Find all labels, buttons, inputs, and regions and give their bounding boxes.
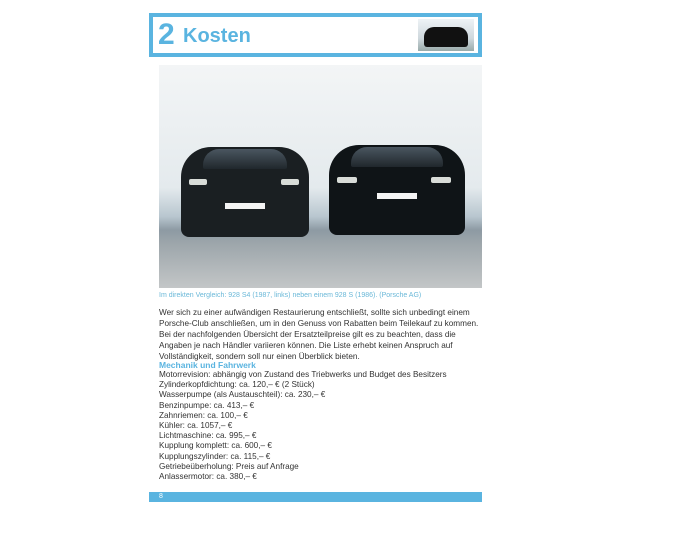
car-comparison-photo (159, 65, 482, 288)
car-thumbnail-image (418, 19, 474, 51)
section-heading: Mechanik und Fahrwerk (159, 360, 256, 370)
page-footer-bar (149, 492, 482, 502)
list-item: Motorrevision: abhängig von Zustand des Triebwerks und Budget des Besitzers (159, 370, 447, 379)
price-list (159, 370, 447, 482)
intro-paragraph: Wer sich zu einer aufwändigen Restaurierung entschließt, sollte sich unbedingt einem Porsche-Club anschließen, um in den Genuss von Rabatten beim Teilekauf zu kommen. Bei der nachfolgenden Übersicht der Ersatzteilpreise gilt es zu beachten, dass die Angaben je nach Händler variieren können. Die Liste erhebt keinen Anspruch auf Vollständigkeit, sondern soll nur einen Überblick bieten. (159, 308, 479, 361)
chapter-header (149, 13, 482, 57)
list-item: Kupplungszylinder: ca. 115,– € (159, 451, 271, 461)
list-item: Anlassermotor: ca. 380,– € (159, 472, 257, 482)
list-item: Kupplung komplett: ca. 600,– € (159, 441, 272, 451)
list-item: Zahnriemen: ca. 100,– € (159, 410, 248, 420)
list-item: Getriebeüberholung: Preis auf Anfrage (159, 461, 299, 471)
photo-caption: Im direkten Vergleich: 928 S4 (1987, links) neben einem 928 S (1986). (Porsche AG) (159, 292, 422, 299)
list-item: Lichtmaschine: ca. 995,– € (159, 431, 257, 441)
list-item: Wasserpumpe (als Austauschteil): ca. 230,– € (159, 390, 326, 400)
list-item: Zylinderkopfdichtung: ca. 120,– € (2 Stück) (159, 380, 315, 390)
list-item: Benzinpumpe: ca. 413,– € (159, 400, 255, 410)
chapter-number: 2 (158, 18, 175, 51)
chapter-title: Kosten (183, 25, 251, 47)
page-number: 8 (159, 493, 163, 500)
list-item: Kühler: ca. 1057,– € (159, 421, 233, 431)
